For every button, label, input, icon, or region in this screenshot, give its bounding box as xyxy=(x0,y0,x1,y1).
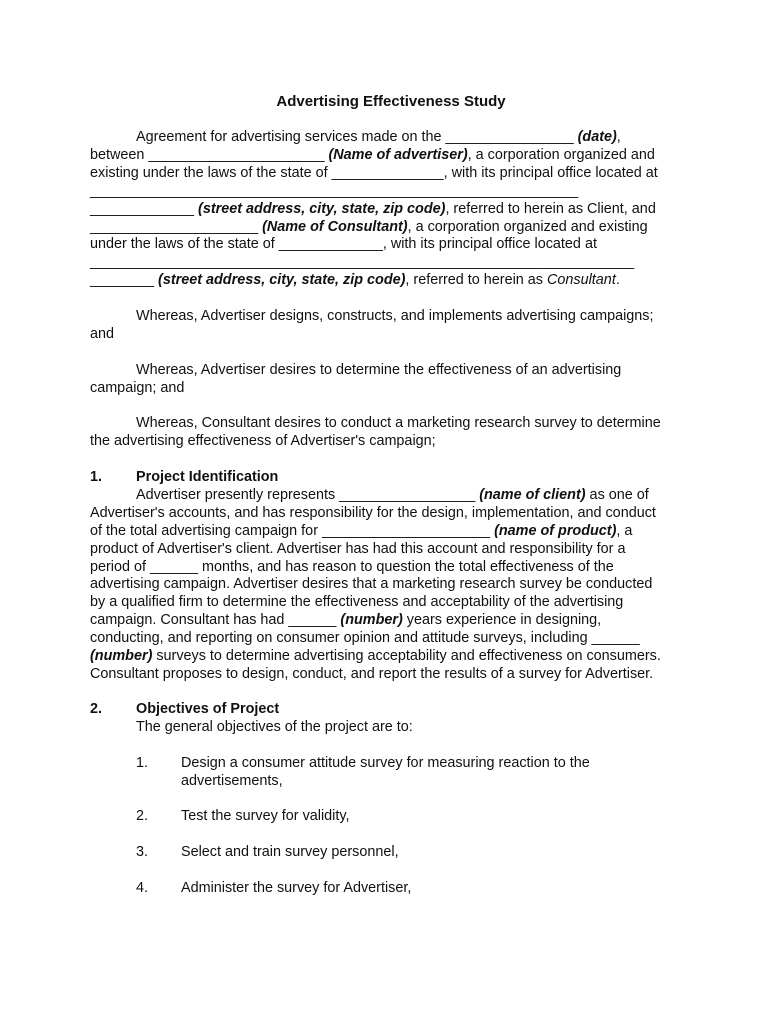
agreement-line: _____________ (street address, city, state, zip code), referred to herein as Client, and xyxy=(90,200,656,217)
agreement-line: _____________________________________________________________ xyxy=(90,182,579,199)
section-1-line: conducting, and reporting on consumer opinion and attitude surveys, including ______ xyxy=(90,630,640,647)
agreement-line: under the laws of the state of _____________, with its principal office located at xyxy=(90,236,597,253)
section-1-heading: 1. Project Identification xyxy=(90,469,279,485)
objective-number: 1. xyxy=(136,755,149,771)
section-1-line: period of ______ months, and has reason to question the total effectiveness of the xyxy=(90,558,614,575)
objective-number: 4. xyxy=(136,880,149,896)
agreement-line: _____________________ (Name of Consultant), a corporation organized and existing xyxy=(90,218,648,235)
agreement-paragraph xyxy=(90,129,690,290)
agreement-line: existing under the laws of the state of ______________, with its principal office located at xyxy=(90,164,658,181)
whereas-line: Whereas, Consultant desires to conduct a marketing research survey to determine xyxy=(136,415,661,431)
section-1-line: Consultant proposes to design, conduct, and report the results of a survey for Advertiser. xyxy=(90,665,654,682)
objective-text: Select and train survey personnel, xyxy=(181,844,399,860)
objective-number: 2. xyxy=(136,808,149,824)
agreement-line: Agreement for advertising services made on the ________________ (date), xyxy=(136,129,621,145)
whereas-line: and xyxy=(90,325,115,342)
agreement-line: between ______________________ (Name of advertiser), a corporation organized and xyxy=(90,146,655,163)
section-1-line: product of Advertiser's client. Advertiser has had this account and responsibility for a xyxy=(90,540,626,557)
document-title: Advertising Effectiveness Study xyxy=(276,93,506,110)
whereas-clause-3 xyxy=(90,415,690,451)
whereas-clause-2 xyxy=(90,362,690,398)
section-1-line: of the total advertising campaign for _____________________ (name of product), a xyxy=(90,522,633,539)
section-1-line: advertising campaign. Advertiser desires that a marketing research survey be conducted xyxy=(90,576,653,593)
section-2-heading: 2. Objectives of Project xyxy=(90,701,280,717)
objective-text: Administer the survey for Advertiser, xyxy=(181,880,412,896)
objective-number: 3. xyxy=(136,844,149,860)
section-1-line: campaign. Consultant has had ______ (number) years experience in designing, xyxy=(90,612,602,629)
section-1-line: by a qualified firm to determine the effectiveness and acceptability of the advertising xyxy=(90,594,624,611)
section-2-intro: The general objectives of the project are to: xyxy=(136,718,413,735)
section-1-line: (number) surveys to determine advertising acceptability and effectiveness on consumers. xyxy=(90,648,661,665)
section-1 xyxy=(90,469,690,684)
whereas-line: Whereas, Advertiser designs, constructs, and implements advertising campaigns; xyxy=(136,308,654,324)
objective-text: Test the survey for validity, xyxy=(181,808,350,824)
agreement-line: ____________________________________________________________________ xyxy=(90,254,635,271)
whereas-line: Whereas, Advertiser desires to determine the effectiveness of an advertising xyxy=(136,362,622,378)
section-1-line: Advertiser presently represents _________________ (name of client) as one of xyxy=(136,486,649,503)
whereas-clause-1 xyxy=(90,308,690,344)
agreement-line: ________ (street address, city, state, zip code), referred to herein as Consultant. xyxy=(90,272,620,289)
section-2 xyxy=(90,701,690,737)
whereas-line: campaign; and xyxy=(90,379,185,396)
objective-text: Design a consumer attitude survey for measuring reaction to the advertisements, xyxy=(181,755,590,789)
whereas-line: the advertising effectiveness of Advertiser's campaign; xyxy=(90,432,436,449)
section-1-line: Advertiser's accounts, and has responsibility for the design, implementation, and conduct xyxy=(90,504,656,521)
